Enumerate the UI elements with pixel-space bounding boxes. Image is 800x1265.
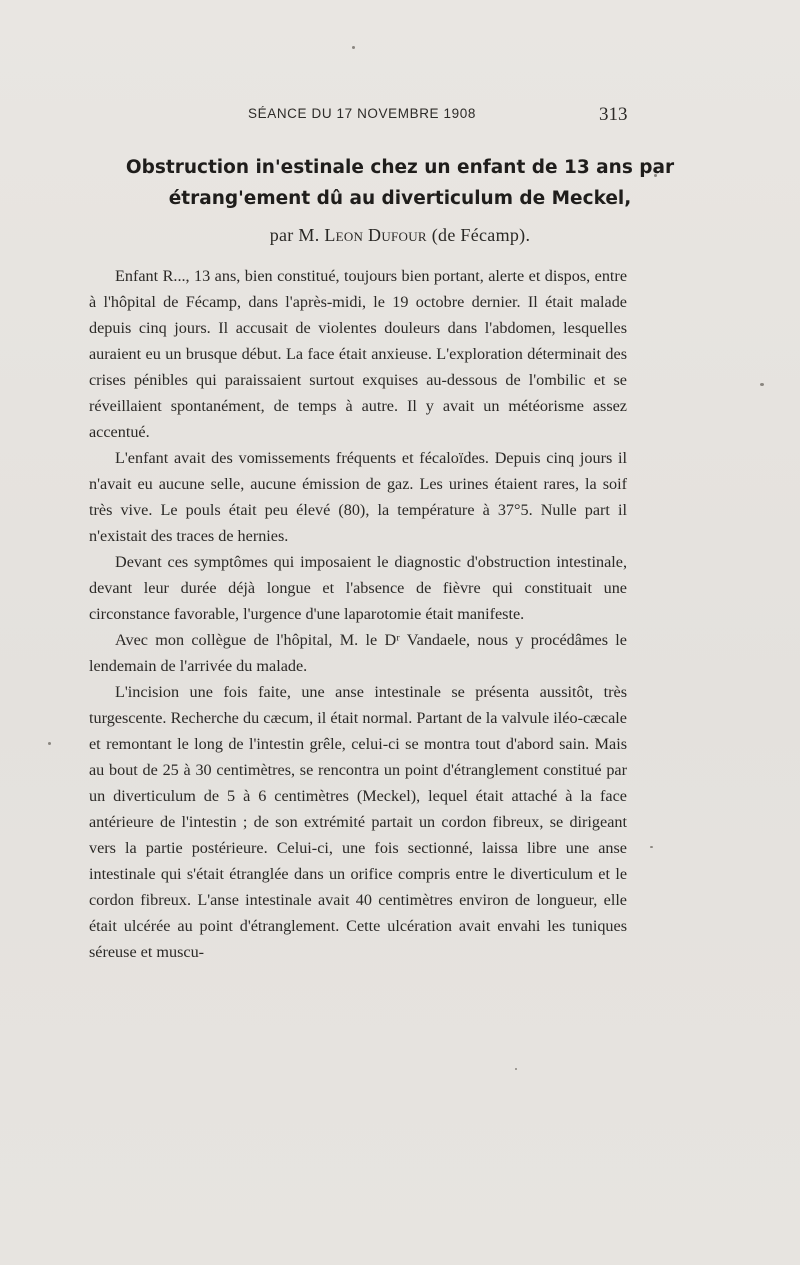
author-name: Leon Dufour [324, 225, 427, 245]
author-affiliation: (de Fécamp). [431, 225, 531, 245]
article-body [89, 263, 627, 965]
paragraph-4: Avec mon collègue de l'hôpital, M. le Dʳ Vandaele, nous y procédâmes le lendemain de l'arrivée du malade. [89, 631, 627, 675]
byline [100, 225, 700, 246]
article-title [100, 152, 700, 214]
running-header [0, 104, 800, 130]
paragraph-3: Devant ces symptômes qui imposaient le diagnostic d'obstruction intestinale, devant leur durée déjà longue et l'absence de fièvre qui constituait une circonstance favorable, l'urgence d'une laparotomie était manifeste. [89, 553, 627, 623]
paper-speck [515, 1068, 517, 1070]
paper-speck [650, 846, 653, 848]
page-number: 313 [599, 104, 628, 125]
article-title-line-1: Obstruction in'estinale chez un enfant de 13 ans par [125, 157, 675, 178]
paper-speck [760, 383, 764, 386]
paper-speck [352, 46, 355, 49]
byline-prefix: par M. [269, 225, 320, 245]
paragraph-2: L'enfant avait des vomissements fréquents et fécaloïdes. Depuis cinq jours il n'avait eu aucune selle, aucune émission de gaz. Les urines étaient rares, la soif très vive. Le pouls était peu élevé (80), la température à 37°5. Nulle part il n'existait des traces de hernies. [89, 449, 627, 545]
paper-speck [48, 742, 51, 745]
paragraph-5: L'incision une fois faite, une anse intestinale se présenta aussitôt, très turgescente. Recherche du cæcum, il était normal. Partant de la valvule iléo-cæcale et remontant le long de l'intestin grêle, celui-ci se montra tout d'abord sain. Mais au bout de 25 à 30 centimètres, se rencontra un point d'étranglement constitué par un diverticulum de 5 à 6 centimètres (Meckel), lequel était attaché à la face antérieure de l'intestin ; de son extrémité partait un cordon fibreux, se dirigeant vers la partie postérieure. Celui-ci, une fois sectionné, laissa libre une anse intestinale qui s'était étranglée dans un orifice compris entre le diverticulum et le cordon fibreux. L'anse intestinale avait 40 centimètres environ de longueur, elle était ulcérée au point d'étranglement. Cette ulcération avait envahi les tuniques séreuse et muscu- [89, 683, 627, 961]
running-title: SÉANCE DU 17 NOVEMBRE 1908 [248, 106, 476, 121]
article-title-line-2: étrang'ement dû au diverticulum de Meckel, [168, 188, 632, 209]
paragraph-1: Enfant R..., 13 ans, bien constitué, toujours bien portant, alerte et dispos, entre à l'hôpital de Fécamp, dans l'après-midi, le 19 octobre dernier. Il était malade depuis cinq jours. Il accusait de violentes douleurs dans l'abdomen, lesquelles auraient eu un brusque début. La face était anxieuse. L'exploration déterminait des crises pénibles qui paraissaient surtout exquises au-dessous de l'ombilic et se réveillaient spontanément, de temps à autre. Il y avait un météorisme assez accentué. [89, 267, 627, 441]
